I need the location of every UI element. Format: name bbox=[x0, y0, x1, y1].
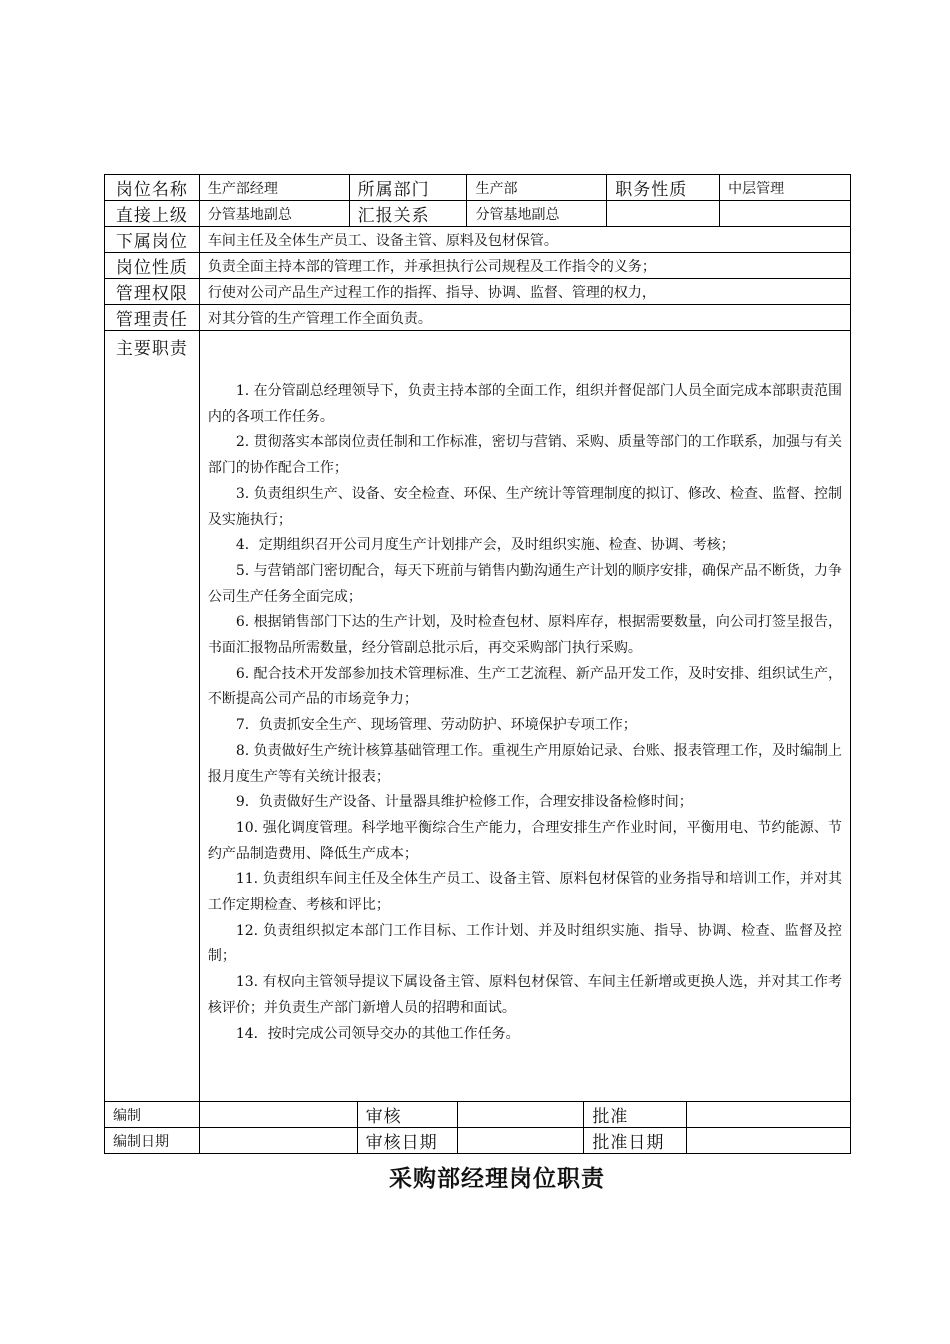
report-value: 分管基地副总 bbox=[467, 201, 607, 227]
duty-item: 10. 强化调度管理。科学地平衡综合生产能力，合理安排生产作业时间，平衡用电、节约能源、节约产品制造费用、降低生产成本； bbox=[207, 819, 842, 862]
duty-item: 4．定期组织召开公司月度生产计划排产会，及时组织实施、检查、协调、考核； bbox=[235, 537, 735, 554]
reviewed-date-label: 审核日期 bbox=[357, 1128, 457, 1154]
subordinates-value: 车间主任及全体生产员工、设备主管、原料及包材保管。 bbox=[199, 227, 850, 253]
superior-label: 直接上级 bbox=[105, 201, 200, 227]
sign-off-table bbox=[104, 1101, 851, 1154]
department-label: 所属部门 bbox=[349, 175, 467, 201]
approved-date-label: 批准日期 bbox=[584, 1128, 687, 1154]
approved-label: 批准 bbox=[584, 1102, 687, 1128]
table-row bbox=[105, 1102, 851, 1128]
responsibility-value: 对其分管的生产管理工作全面负责。 bbox=[199, 305, 850, 331]
subordinates-label: 下属岗位 bbox=[105, 227, 200, 253]
job-info-table bbox=[104, 174, 851, 1102]
duty-item: 14．按时完成公司领导交办的其他工作任务。 bbox=[235, 1025, 520, 1042]
table-row bbox=[105, 279, 851, 305]
duty-item: 12. 负责组织拟定本部门工作目标、工作计划、并及时组织实施、指导、协调、检查、监督及控制； bbox=[207, 922, 842, 965]
authority-label: 管理权限 bbox=[105, 279, 200, 305]
reviewed-date-value bbox=[457, 1128, 584, 1154]
prepared-date-label: 编制日期 bbox=[105, 1128, 200, 1154]
duties-list bbox=[208, 331, 842, 1047]
duty-item: 6. 根据销售部门下达的生产计划，及时检查包材、原料库存，根据需要数量，向公司打签呈报告，书面汇报物品所需数量，经分管副总批示后，再交采购部门执行采购。 bbox=[207, 614, 842, 657]
empty-cell bbox=[720, 201, 851, 227]
duty-item: 3. 负责组织生产、设备、安全检查、环保、生产统计等管理制度的拟订、修改、检查、监督、控制及实施执行； bbox=[207, 485, 842, 528]
duty-item: 8. 负责做好生产统计核算基础管理工作。重视生产用原始记录、台账、报表管理工作，及时编制上报月度生产等有关统计报表； bbox=[207, 742, 842, 785]
reviewed-value bbox=[457, 1102, 584, 1128]
table-row bbox=[105, 201, 851, 227]
job-nature-value: 中层管理 bbox=[720, 175, 851, 201]
duty-item: 1. 在分管副总经理领导下，负责主持本部的全面工作，组织并督促部门人员全面完成本部职责范围内的各项工作任务。 bbox=[207, 383, 842, 425]
position-name-label: 岗位名称 bbox=[105, 175, 200, 201]
report-label: 汇报关系 bbox=[349, 201, 467, 227]
authority-value: 行使对公司产品生产过程工作的指挥、指导、协调、监督、管理的权力， bbox=[199, 279, 850, 305]
department-value: 生产部 bbox=[467, 175, 607, 201]
duties-cell bbox=[199, 331, 850, 1102]
prepared-date-value bbox=[199, 1128, 357, 1154]
nature-value: 负责全面主持本部的管理工作，并承担执行公司规程及工作指令的义务； bbox=[199, 253, 850, 279]
duties-label: 主要职责 bbox=[105, 331, 200, 1102]
duty-item: 7．负责抓安全生产、现场管理、劳动防护、环境保护专项工作； bbox=[235, 717, 637, 734]
table-row bbox=[105, 331, 851, 1102]
superior-value: 分管基地副总 bbox=[199, 201, 349, 227]
empty-cell bbox=[607, 201, 720, 227]
nature-label: 岗位性质 bbox=[105, 253, 200, 279]
approved-value bbox=[687, 1102, 851, 1128]
next-section-title: 采购部经理岗位职责 bbox=[389, 1165, 605, 1192]
duty-item: 11. 负责组织车间主任及全体生产员工、设备主管、原料包材保管的业务指导和培训工作，并对其工作定期检查、考核和评比； bbox=[207, 871, 842, 914]
table-row bbox=[105, 1128, 851, 1154]
approved-date-value bbox=[687, 1128, 851, 1154]
prepared-label: 编制 bbox=[105, 1102, 200, 1128]
prepared-value bbox=[199, 1102, 357, 1128]
duty-item: 6. 配合技术开发部参加技术管理标准、生产工艺流程、新产品开发工作，及时安排、组织试生产，不断提高公司产品的市场竞争力； bbox=[207, 665, 842, 708]
table-row bbox=[105, 253, 851, 279]
duty-item: 2. 贯彻落实本部岗位责任制和工作标准，密切与营销、采购、质量等部门的工作联系，加强与有关部门的协作配合工作； bbox=[207, 434, 842, 477]
responsibility-label: 管理责任 bbox=[105, 305, 200, 331]
table-row bbox=[105, 227, 851, 253]
table-row bbox=[105, 175, 851, 201]
duty-item: 5. 与营销部门密切配合，每天下班前与销售内勤沟通生产计划的顺序安排，确保产品不断货，力争公司生产任务全面完成； bbox=[207, 562, 842, 605]
duty-item: 9．负责做好生产设备、计量器具维护检修工作，合理安排设备检修时间； bbox=[235, 794, 693, 811]
reviewed-label: 审核 bbox=[357, 1102, 457, 1128]
table-row bbox=[105, 305, 851, 331]
duty-item: 13. 有权向主管领导提议下属设备主管、原料包材保管、车间主任新增或更换人选，并对其工作考核评价；并负责生产部门新增人员的招聘和面试。 bbox=[207, 974, 842, 1016]
position-name-value: 生产部经理 bbox=[199, 175, 349, 201]
job-nature-label: 职务性质 bbox=[607, 175, 720, 201]
